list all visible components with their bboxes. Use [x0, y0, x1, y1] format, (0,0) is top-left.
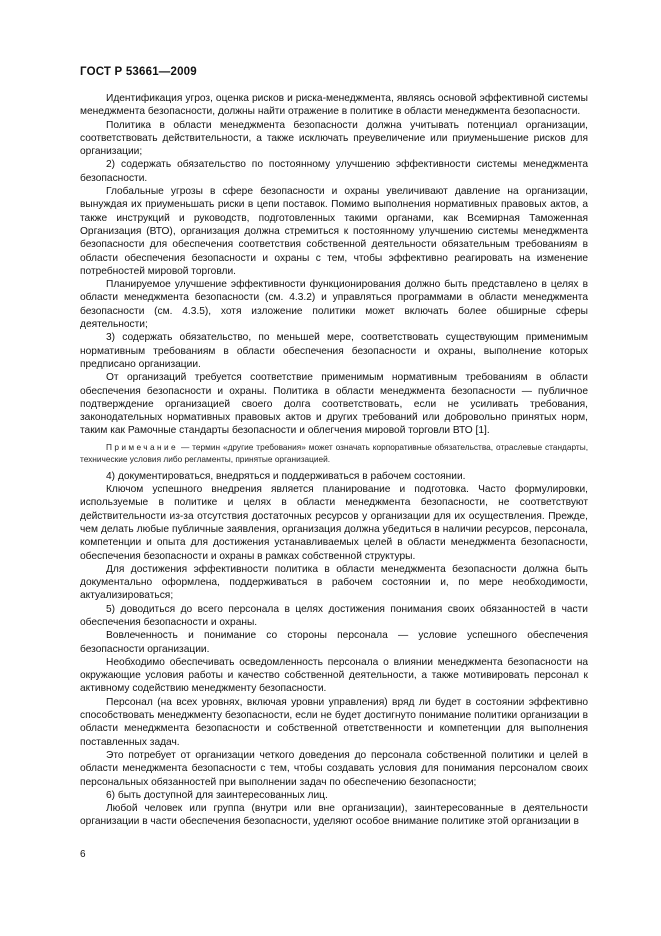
paragraph: Любой человек или группа (внутри или вне организации), заинтересованные в деятельности организации в части обеспечения безопасности, уделяют особое внимание политике этой организации в	[80, 803, 588, 828]
paragraph: Политика в области менеджмента безопасности должна учитывать потенциал организации, соответствовать действительности, а также исключать преувеличение или приуменьшение рисков для организации;	[80, 119, 588, 158]
paragraph: Необходимо обеспечивать осведомленность персонала о влиянии менеджмента безопасности на окружающие условия работы и качество собственной деятельности, а также мотивировать персонал к активному содействию менеджменту безопасности.	[80, 656, 588, 695]
paragraph: Глобальные угрозы в сфере безопасности и охраны увеличивают давление на организации, вынуждая их приуменьшать риски в цепи поставок. Помимо выполнения нормативных правовых актов, а также инструкций и руководств, подготовленных такими органами, как Всемирная Таможенная Организация (ВТО), организация должна стремиться к постоянному улучшению системы менеджмента безопасности для обеспечения соответствия собственной деятельности обязательным требованиям в области обеспечения безопасности и охраны с тем, чтобы эффективно реагировать на изменение потребностей мировой торговли.	[80, 186, 588, 277]
document-body	[80, 92, 588, 829]
note-text: — термин «другие требования» может означать корпоративные обязательства, отраслевые стандарты, технические условия либо регламенты, принятые организацией.	[80, 441, 588, 464]
paragraph: Вовлеченность и понимание со стороны персонала — условие успешного обеспечения безопасности организации.	[80, 630, 588, 655]
paragraph: Персонал (на всех уровнях, включая уровни управления) вряд ли будет в состоянии эффективно способствовать менеджменту безопасности, если не будет достигнуто понимание политики организации в области менеджмента безопасности и собственной ответственности и компетенции для выполнения поставленных задач.	[80, 696, 588, 748]
paragraph: Для достижения эффективности политика в области менеджмента безопасности должна быть документально оформлена, поддерживаться в рабочем состоянии и, по мере необходимости, актуализироваться;	[80, 563, 588, 602]
paragraph: Планируемое улучшение эффективности функционирования должно быть представлено в целях в области менеджмента безопасности (см. 4.3.2) и управляться программами в области менеджмента безопасности (см. 4.3.5), хотя изложение политики может включать более обширные сферы деятельности;	[80, 279, 588, 331]
paragraph: Идентификация угроз, оценка рисков и риска-менеджмента, являясь основой эффективной системы менеджмента безопасности, должны найти отражение в политике в области менеджмента безопасности.	[80, 93, 588, 118]
paragraph: Ключом успешного внедрения является планирование и подготовка. Часто формулировки, используемые в политике и целях в области менеджмента безопасности, не соответствуют действительности из-за отсутствия достаточных ресурсов у организации для их осуществления. Прежде, чем делать любые публичные заявления, организация должна убедиться в наличии ресурсов, персонала, компетенции и опыта для достижения устанавливаемых целей в области менеджмента безопасности, обеспечения безопасности и охраны в рамках собственной структуры.	[80, 484, 588, 562]
paragraph: 4) документироваться, внедряться и поддерживаться в рабочем состоянии.	[106, 470, 466, 482]
document-header: ГОСТ Р 53661—2009	[80, 66, 197, 78]
note	[80, 441, 588, 465]
paragraph: Это потребует от организации четкого доведения до персонала собственной политики и целей в области менеджмента безопасности с тем, чтобы создавать условия для понимания персоналом своих персональных обязанностей при выполнении задач по обеспечению безопасности;	[80, 749, 588, 788]
paragraph: 3) содержать обязательство, по меньшей мере, соответствовать существующим применимым нормативным требованиям в области обеспечения безопасности и охраны, выполнение которых предписано организации.	[80, 332, 588, 370]
paragraph: 2) содержать обязательство по постоянному улучшению эффективности системы менеджмента безопасности.	[80, 159, 588, 184]
page-number: 6	[80, 849, 86, 860]
paragraph: 5) доводиться до всего персонала в целях достижения понимания своих обязанностей в части обеспечения безопасности и охраны.	[80, 603, 588, 628]
paragraph: От организаций требуется соответствие применимым нормативным требованиям в области обеспечения безопасности и охраны. Политика в области менеджмента безопасности — публичное подтверждение организацией своего долга соответствовать, если не усиливать требования, законодательных нормативных правовых актов и других требований или добровольно принятых норм, таким как Рамочные стандарты безопасности и облегчения мировой торговли ВТО [1].	[80, 372, 588, 437]
paragraph: 6) быть доступной для заинтересованных лиц.	[106, 789, 328, 801]
note-label: Примечание	[106, 441, 179, 452]
